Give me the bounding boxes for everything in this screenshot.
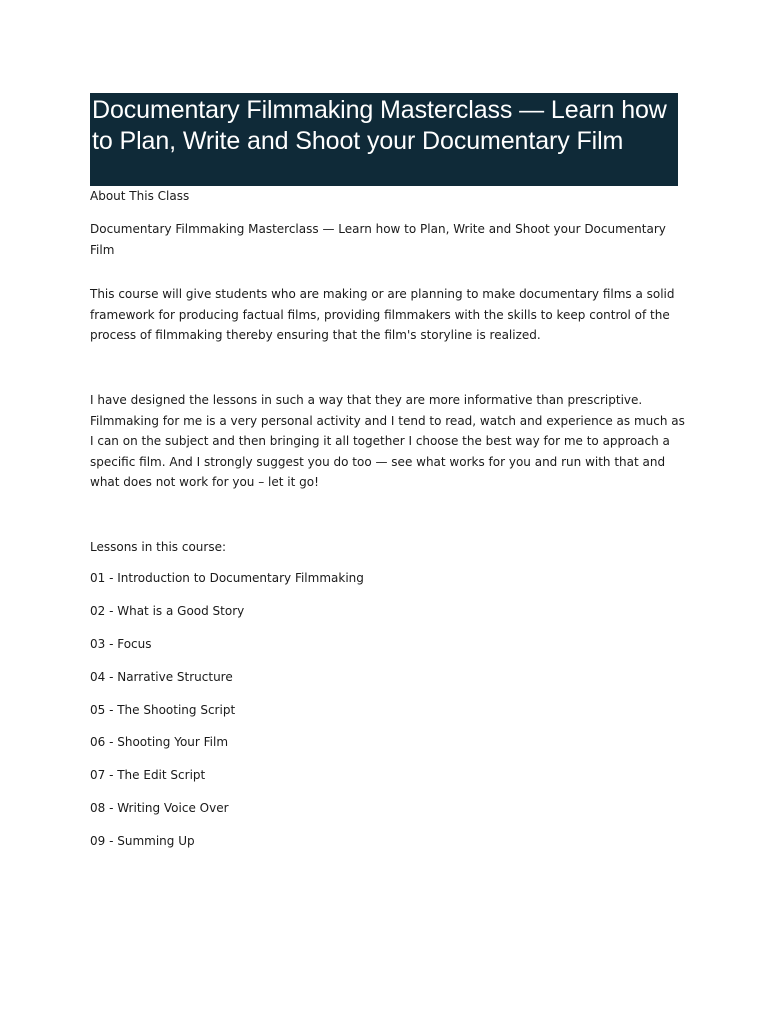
- lesson-item: 03 - Focus: [90, 637, 152, 651]
- lesson-item: 07 - The Edit Script: [90, 768, 206, 782]
- lesson-item: 05 - The Shooting Script: [90, 703, 236, 717]
- lesson-item: 08 - Writing Voice Over: [90, 801, 229, 815]
- lesson-item: 04 - Narrative Structure: [90, 670, 233, 684]
- lesson-item: 09 - Summing Up: [90, 834, 195, 848]
- lesson-item: 06 - Shooting Your Film: [90, 735, 229, 749]
- about-heading: About This Class: [90, 189, 190, 203]
- class-title-text: Documentary Filmmaking Masterclass — Learn how to Plan, Write and Shoot your Documentary Film: [90, 222, 666, 257]
- title-banner: [90, 93, 678, 186]
- description-paragraph-1: This course will give students who are making or are planning to make documentary films a solid framework for producing factual films, providing filmmakers with the skills to keep control of the process of filmmaking thereby ensuring that the film's storyline is realized.: [90, 287, 675, 342]
- lesson-item: 02 - What is a Good Story: [90, 604, 245, 618]
- lessons-heading: Lessons in this course:: [90, 540, 226, 554]
- lesson-item: 01 - Introduction to Documentary Filmmaking: [90, 571, 364, 585]
- description-paragraph-2: I have designed the lessons in such a way that they are more informative than prescriptive. Filmmaking for me is a very personal activity and I tend to read, watch and experience as much as I can on the subject and then bringing it all together I choose the best way for me to approach a specific film. And I strongly suggest you do too — see what works for you and run with that and what does not work for you – let it go!: [90, 393, 685, 489]
- page-title: Documentary Filmmaking Masterclass — Learn how to Plan, Write and Shoot your Documentary Film: [92, 96, 667, 155]
